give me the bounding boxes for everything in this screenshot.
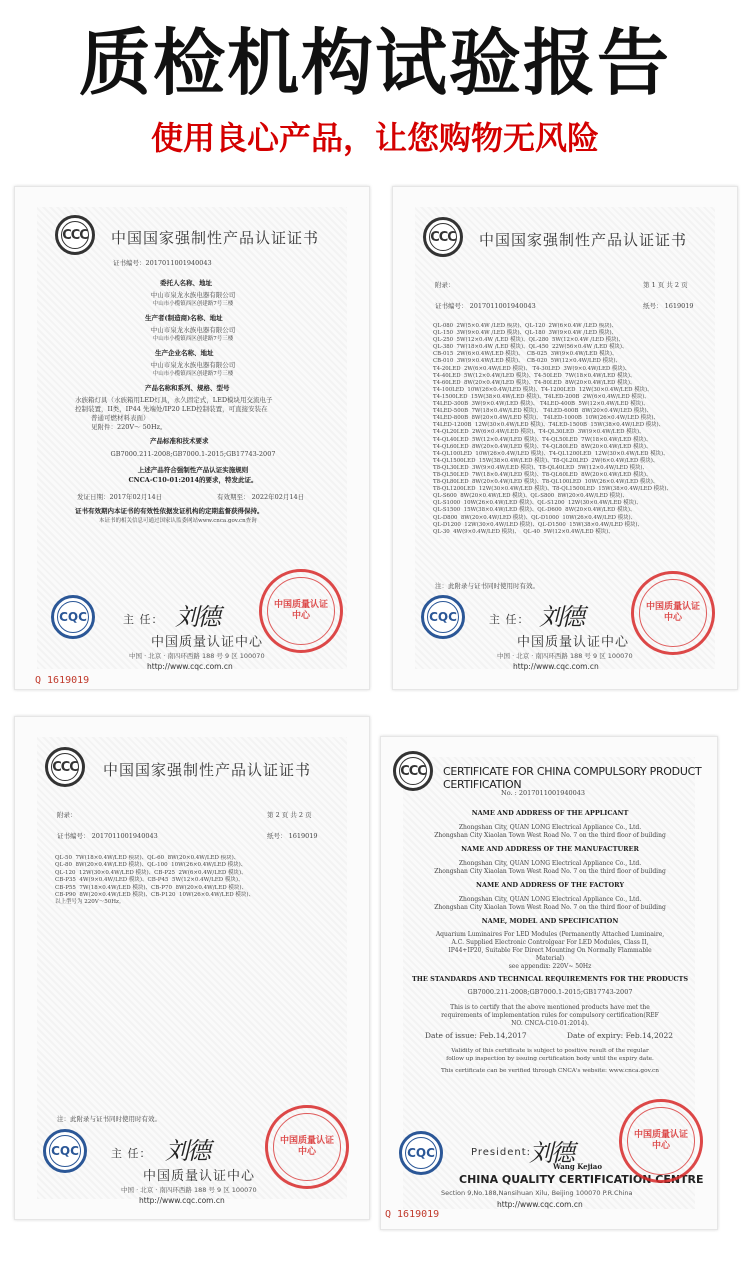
- cqc-stamp: 中国质量认证中心: [619, 1099, 703, 1183]
- cqc-logo-icon: CQC: [399, 1131, 443, 1175]
- standards-value: GB7000.211-2008;GB7000.1-2015;GB17743-2007: [110, 450, 276, 458]
- paper-number: 纸号： 1619019: [267, 832, 318, 840]
- validity-line: This certificate can be verified through CNCA's website: www.cnca.gov.cn: [440, 1068, 660, 1074]
- factory-address: 中山市小榄镇西区创建路7号三楼: [152, 371, 234, 377]
- cqc-stamp: 中国质量认证中心: [259, 569, 343, 653]
- product-label: 产品名称和系列、规格、型号: [145, 384, 230, 392]
- cert-number: 证书编号： 2017011001940043: [57, 832, 158, 840]
- manufacturer-line: Zhongshan City, QUAN LONG Electrical Appliance Co., Ltd.: [458, 860, 642, 867]
- signature: 刘德: [529, 1139, 573, 1167]
- expiry-date: 有效期至： 2022年02月14日: [217, 493, 305, 501]
- factory-label: 生产企业名称、地址: [155, 349, 214, 357]
- issuer-address: Section 9,No.188,Nansihuan Xilu, Beijing 100070 P.R.China: [441, 1189, 633, 1197]
- applicant-address: 中山市小榄镇西区创建路7号三楼: [152, 301, 234, 307]
- product-desc-line: 水族箱灯具（水族箱用LED灯具，永久固定式，LED模块用交流电子: [75, 396, 273, 404]
- applicant-line: Zhongshan City Xiaolan Town West Road No. 7 on the third floor of building: [434, 832, 666, 839]
- applicant-name: 中山市泉龙水族电器有限公司: [150, 291, 236, 299]
- product-desc-line: 普通可燃材料表面）: [91, 414, 150, 422]
- issuer-name: 中国质量认证中心: [151, 635, 264, 650]
- issuer-name: CHINA QUALITY CERTIFICATION CENTRE: [459, 1173, 704, 1186]
- issuer-address: 中国 · 北京 · 南四环西路 188 号 9 区 100070: [497, 652, 633, 660]
- model-list: QL-50 7W(18×0.4W/LED 模块)、QL-60 8W(20×0.4W/LED 模块)、 QL-80 8W(20×0.4W/LED 模块)、QL-100 10W(26×0.4W/LED 模块)、 QL-120 12W(30×0.4W/LED 模块)、CB-P25 2W(6×0.4W/LED 模块)、 CB-P35 4W(9×0.4W/LED 模块)、CB-P45 5W(12×0.4W/LED 模块)、 CB-P55 7W(18×0.4W/LED 模块)、CB-P70 8W(20×0.4W/LED 模块)、 CB-P90 8W(20×0.4W/LED 模块)、CB-P120 10W(26×0.4W/LED 模块)、 以上型号为 220V～50Hz。: [55, 855, 255, 906]
- certificate-en: [380, 736, 718, 1230]
- cqc-logo-icon: CQC: [51, 595, 95, 639]
- cert-title: CERTIFICATE FOR CHINA COMPULSORY PRODUCT CERTIFICATION: [443, 765, 702, 791]
- certificate-annex-2: [14, 716, 370, 1220]
- annex-label: 附录：: [435, 281, 455, 289]
- product-desc-line: 控制装置，II类，IP44 先端处/IP20 LED控制装置，可直接安装在: [75, 405, 268, 413]
- ccc-logo-icon: CCC: [55, 215, 95, 255]
- manufacturer-name: 中山市泉龙水族电器有限公司: [150, 326, 236, 334]
- applicant-label: NAME AND ADDRESS OF THE APPLICANT: [471, 809, 629, 817]
- ccc-logo-icon: CCC: [423, 217, 463, 257]
- page-header: [0, 0, 750, 180]
- cqc-logo-icon: CQC: [43, 1129, 87, 1173]
- ccc-logo-icon: CCC: [45, 747, 85, 787]
- cert-title: 中国国家强制性产品认证证书: [111, 229, 320, 247]
- page-subtitle: 使用良心产品，让您购物无风险: [150, 119, 599, 157]
- product-line: Aquarium Luminaires For LED Modules (Permanently Attached Luminaire,: [435, 931, 665, 938]
- page-indicator: 第 1 页 共 2 页: [643, 281, 688, 289]
- product-line: A.C. Supplied Electronic Controlgear For LED Modules, Class II,: [451, 939, 649, 946]
- factory-line: Zhongshan City, QUAN LONG Electrical Appliance Co., Ltd.: [458, 896, 642, 903]
- issuer-url: http://www.cqc.com.cn: [497, 1200, 583, 1209]
- manufacturer-line: Zhongshan City Xiaolan Town West Road No. 7 on the third floor of building: [434, 868, 666, 875]
- standards-label: 产品标准和技术要求: [150, 437, 209, 445]
- cert-title: 中国国家强制性产品认证证书: [479, 231, 688, 249]
- product-label: NAME, MODEL AND SPECIFICATION: [481, 917, 619, 925]
- signer-label: 主 任：: [489, 613, 530, 626]
- certificate-annex-1: [392, 186, 738, 690]
- certificate-cn: [14, 186, 370, 690]
- validity-website: 本证书的相关信息可通过国家认监委网站www.cnca.gov.cn查询: [99, 518, 257, 524]
- cert-number: 证书编号： 2017011001940043: [435, 302, 536, 310]
- president-label: President:: [471, 1147, 532, 1158]
- signer-name: Wang Kejiao: [553, 1162, 602, 1171]
- cqc-stamp: 中国质量认证中心: [631, 571, 715, 655]
- manufacturer-label: NAME AND ADDRESS OF THE MANUFACTURER: [461, 845, 639, 853]
- validity-note: 证书有效期内本证书的有效性依据发证机构的定期监督获得保持。: [75, 507, 264, 515]
- issuer-address: 中国 · 北京 · 南四环西路 188 号 9 区 100070: [129, 652, 265, 660]
- issuer-name: 中国质量认证中心: [517, 635, 630, 650]
- expiry-date: Date of expiry: Feb.14,2022: [567, 1031, 674, 1040]
- certify-line: requirements of implementation rules for compulsory certification(REF: [441, 1012, 659, 1019]
- page-title: 质检机构试验报告: [78, 21, 671, 105]
- standards-value: GB7000.211-2008;GB7000.1-2015;GB17743-2007: [467, 988, 633, 996]
- applicant-line: Zhongshan City, QUAN LONG Electrical Appliance Co., Ltd.: [458, 824, 642, 831]
- product-line: see appendix: 220V~ 50Hz: [508, 963, 592, 970]
- factory-line: Zhongshan City Xiaolan Town West Road No. 7 on the third floor of building: [434, 904, 666, 911]
- cert-number: No. : 2017011001940043: [501, 789, 586, 797]
- signature: 刘德: [175, 603, 219, 631]
- annex-note: 注：此附录与证书同时使用时有效。: [57, 1115, 161, 1123]
- certify-line: This is to certify that the above mentioned products have met the: [450, 1004, 650, 1011]
- page-indicator: 第 2 页 共 2 页: [267, 811, 312, 819]
- manufacturer-label: 生产者(制造商)名称、地址: [145, 314, 223, 322]
- cert-number: 证书编号：2017011001940043: [113, 259, 212, 267]
- issuer-address: 中国 · 北京 · 南四环西路 188 号 9 区 100070: [121, 1186, 257, 1194]
- ccc-logo-icon: CCC: [393, 751, 433, 791]
- issuer-name: 中国质量认证中心: [143, 1169, 256, 1184]
- issuer-url: http://www.cqc.com.cn: [147, 662, 233, 671]
- validity-line: Validity of this certificate is subject to positive result of the regular: [451, 1048, 649, 1054]
- product-line: IP44+IP20, Suitable For Direct Mounting On Normally Flammable: [448, 947, 652, 954]
- applicant-label: 委托人名称、地址: [160, 279, 212, 287]
- rule-line: 上述产品符合强制性产品认证实施规则: [137, 466, 249, 474]
- signer-label: 主 任：: [123, 613, 164, 626]
- signature: 刘德: [165, 1137, 209, 1165]
- product-desc-line: 见附件：220V～ 50Hz。: [91, 423, 167, 431]
- standards-label: THE STANDARDS AND TECHNICAL REQUIREMENTS FOR THE PRODUCTS: [411, 975, 689, 983]
- validity-line: follow up inspection by issuing certification body until the expiry date.: [446, 1056, 654, 1062]
- certify-line: NO. CNCA-C10-01:2014).: [511, 1020, 589, 1027]
- manufacturer-address: 中山市小榄镇西区创建路7号三楼: [152, 336, 234, 342]
- serial-number: Q 1619019: [385, 1209, 440, 1220]
- annex-note: 注：此附录与证书同时使用时有效。: [435, 582, 539, 590]
- model-list: QL-080 2W(5×0.4W /LED 模块)、QL-120 2W(6×0.4W /LED 模块)、 QL-150 3W(9×0.4W /LED 模块)、QL-180 3W(9×0.4W /LED 模块)、 QL-250 5W(12×0.4W /LED 模块)、QL-280 5W(12×0.4W /LED 模块)、 QL-380 7W(18×0.4W /LED 模块)、QL-450 22W(56×0.4W /LED 模块)、 CB-015 2W(6×0.4W/LED 模块)、 CB-025 3W(9×0.4W/LED 模块)、 CB-010 3W(9×0.4W/LED 模块)、 CB-020 5W(12×0.4W/LED 模块)、 T4-20LED 2W(6×0.4W/LED 模块)、 T4-30LED 3W(9×0.4W/LED 模块)、 T4-40LED 5W(12×0.4W/LED 模块)、T4-50LED 7W(18×0.4W/LED 模块)、 T4-60LED 8W(20×0.4W/LED 模块)、T4-80LED 8W(20×0.4W/LED 模块)、 T4-100LED 10W(26×0.4W/LED 模块)、T4-1200LED 12W(30×0.4W/LED 模块)、 T4-1500LED 15W(38×0.4W/LED 模块)、T4LED-200B 2W(6×0.4W/LED 模块)、 T4LED-300B 3W(9×0.4W/LED 模块)、 T4LED-400B 5W(12×0.4W/LED 模块)、 T4LED-500B 7W(18×0.4W/LED 模块)、 T4LED-600B 8W(20×0.4W/LED 模块)、 T4LED-800B 8W(20×0.4W/LED 模块)、 T4LED-1000B 10W(26×0.4W/LED 模块)、 T4LED-1200B 12W(30×0.4W/LED 模块)、T4LED-1500B 15W(38×0.4W/LED 模块)、 T4-QL20LED 2W(6×0.4W/LED 模块)、T4-QL30LED 3W(9×0.4W/LED 模块)、 T4-QL40LED 5W(12×0.4W/LED 模块)、T4-QL50LED 7W(18×0.4W/LED 模块)、 T4-QL60LED 8W(20×0.4W/LED 模块)、T4-QL80LED 8W(20×0.4W/LED 模块)、 T4-QL100LED 10W(26×0.4W/LED 模块)、T4-QL1200LED 12W(30×0.4W/LED 模块)、 T4-QL1500LED 15W(38×0.4W/LED 模块)、T8-QL20LED 2W(6×0.4W/LED 模块)、 T8-QL30LED 3W(9×0.4W/LED 模块)、T8-QL40LED 5W(12×0.4W/LED 模块)、 T8-QL50LED 7W(18×0.4W/LED 模块)、T8-QL60LED 8W(20×0.4W/LED 模块)、 T8-QL80LED 8W(20×0.4W/LED 模块)、T8-QL100LED 10W(26×0.4W/LED 模块)、 T8-QL1200LED 12W(30×0.4W/LED 模块)、T8-QL1500LED 15W(38×0.4W/LED 模块)、 QL-S600 8W(20×0.4W/LED 模块)、QL-S800 8W(20×0.4W/LED 模块)、 QL-S1000 10W(26×0.4W/LED 模块)、QL-S1200 12W(30×0.4W/LED 模块)、 QL-S1500 15W(38×0.4W/LED 模块)、QL-D600 8W(20×0.4W/LED 模块)、 QL-D800 8W(20×0.4W/LED 模块)、QL-D1000 10W(26×0.4W/LED 模块)、 QL-D1200 12W(30×0.4W/LED 模块)、QL-D1500 15W(38×0.4W/LED 模块)、 QL-30 4W(9×0.4W/LED 模块)、 QL-40 5W(12×0.4W/LED 模块)、: [433, 323, 672, 535]
- cert-title: 中国国家强制性产品认证证书: [103, 761, 312, 779]
- signer-label: 主 任：: [111, 1147, 152, 1160]
- paper-number: 纸号： 1619019: [643, 302, 694, 310]
- product-line: Material): [535, 955, 565, 962]
- issuer-url: http://www.cqc.com.cn: [513, 662, 599, 671]
- annex-label: 附录：: [57, 811, 77, 819]
- issue-date: Date of issue: Feb.14,2017: [425, 1031, 527, 1040]
- rule-line: CNCA-C10-01:2014的要求，特发此证。: [128, 476, 258, 484]
- factory-name: 中山市泉龙水族电器有限公司: [150, 361, 236, 369]
- cqc-stamp: 中国质量认证中心: [265, 1105, 349, 1189]
- signature: 刘德: [539, 603, 583, 631]
- issue-date: 发证日期：2017年02月14日: [77, 493, 163, 501]
- factory-label: NAME AND ADDRESS OF THE FACTORY: [476, 881, 624, 889]
- serial-number: Q 1619019: [35, 675, 90, 686]
- cqc-logo-icon: CQC: [421, 595, 465, 639]
- issuer-url: http://www.cqc.com.cn: [139, 1196, 225, 1205]
